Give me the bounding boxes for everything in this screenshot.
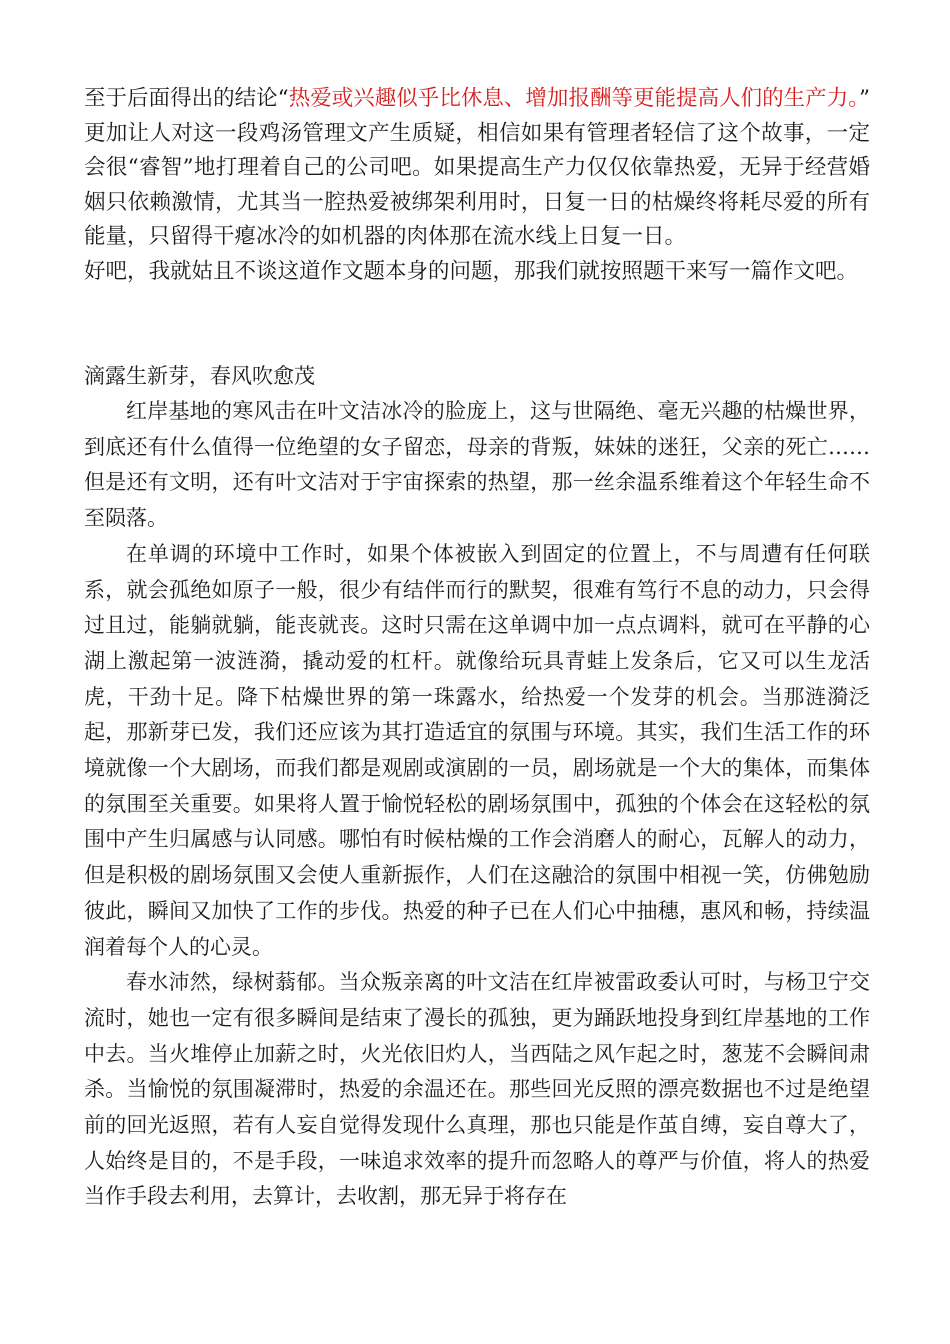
intro-text-end: ” 更加让人对这一段鸡汤管理文产生质疑，相信如果有管理者轻信了这个故事，一定会很“睿智”地打理着自己的公司吧。如果提高生产力仅仅依靠热爱，无异于经营婚姻只依赖激情，尤其当一腔热爱被绑架利用时，日复一日的枯燥终将耗尽爱的所有能量，只留得干瘪冰冷的如机器的肉体那在流水线上日复一日。 — [84, 86, 870, 249]
essay-paragraph-3: 春水沛然，绿树蓊郁。当众叛亲离的叶文洁在红岸被雷政委认可时，与杨卫宁交流时，她也一定有很多瞬间是结束了漫长的孤独，更为踊跃地投身到红岸基地的工作中去。当火堆停止加薪之时，火光依旧灼人，当西陆之风乍起之时，葱茏不会瞬间肃杀。当愉悦的氛围凝滞时，热爱的余温还在。那些回光反照的漂亮数据也不过是绝望前的回光返照，若有人妄自觉得发现什么真理，那也只能是作茧自缚，妄自尊大了，人始终是目的，不是手段，一味追求效率的提升而忽略人的尊严与价值，将人的热爱当作手段去利用，去算计，去收割，那无异于将存在 — [84, 970, 870, 1209]
intro-paragraph-2: 好吧，我就姑且不谈这道作文题本身的问题，那我们就按照题干来写一篇作文吧。 — [84, 258, 859, 284]
essay-title: 滴露生新芽，春风吹愈茂 — [84, 364, 315, 388]
intro-paragraph-1 — [84, 82, 870, 255]
essay-section — [84, 359, 870, 1215]
section-spacer — [84, 289, 870, 359]
intro-text-start: 至于后面得出的结论“ — [84, 86, 289, 111]
highlighted-conclusion: 热爱或兴趣似乎比休息、增加报酬等更能提高人们的生产力。 — [288, 86, 859, 111]
document-page — [84, 82, 870, 1215]
intro-section — [84, 82, 870, 289]
essay-paragraph-2: 在单调的环境中工作时，如果个体被嵌入到固定的位置上，不与周遭有任何联系，就会孤绝如原子一般，很少有结伴而行的默契，很难有笃行不息的动力，只会得过且过，能躺就躺，能丧就丧。这时只需在这单调中加一点点调料，就可在平静的心湖上激起第一波涟漪，撬动爱的杠杆。就像给玩具青蛙上发条后，它又可以生龙活虎，干劲十足。降下枯燥世界的第一珠露水，给热爱一个发芽的机会。当那涟漪泛起，那新芽已发，我们还应该为其打造适宜的氛围与环境。其实，我们生活工作的环境就像一个大剧场，而我们都是观剧或演剧的一员，剧场就是一个大的集体，而集体的氛围至关重要。如果将人置于愉悦轻松的剧场氛围中，孤独的个体会在这轻松的氛围中产生归属感与认同感。哪怕有时候枯燥的工作会消磨人的耐心，瓦解人的动力，但是积极的剧场氛围又会使人重新振作，人们在这融洽的氛围中相视一笑，仿佛勉励彼此，瞬间又加快了工作的步伐。热爱的种子已在人们心中抽穗，惠风和畅，持续温润着每个人的心灵。 — [84, 541, 870, 959]
essay-paragraph-1: 红岸基地的寒风击在叶文洁冰冷的脸庞上，这与世隔绝、毫无兴趣的枯燥世界，到底还有什么值得一位绝望的女子留恋，母亲的背叛，妹妹的迷狂，父亲的死亡……但是还有文明，还有叶文洁对于宇宙探索的热望，那一丝余温系维着这个年轻生命不至陨落。 — [84, 399, 870, 531]
